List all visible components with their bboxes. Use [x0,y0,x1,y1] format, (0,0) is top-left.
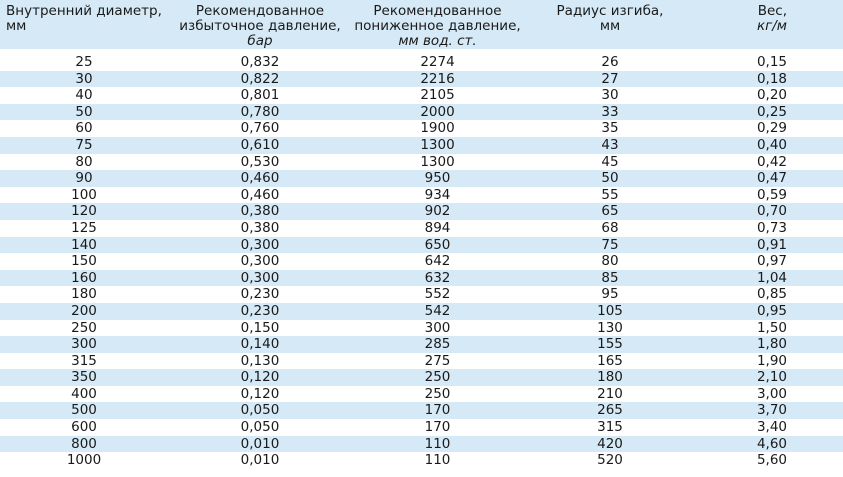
overpressure-cell: 0,380 [170,220,350,237]
inner-diameter-cell: 160 [0,270,170,287]
inner-diameter-cell: 40 [0,87,170,104]
inner-diameter-cell: 150 [0,253,170,270]
underpressure-cell: 1300 [350,137,525,154]
bend-radius-cell: 33 [525,104,695,121]
weight-cell: 0,47 [695,170,843,187]
bend-radius-cell: 315 [525,419,695,436]
weight-cell: 0,70 [695,203,843,220]
weight-cell: 0,42 [695,154,843,171]
overpressure-cell: 0,460 [170,187,350,204]
weight-cell: 0,97 [695,253,843,270]
inner-diameter-cell: 180 [0,286,170,303]
inner-diameter-cell: 25 [0,54,170,71]
header-inner-diameter-line1: Внутренний диаметр, [6,3,162,19]
underpressure-cell: 250 [350,369,525,386]
table-row [0,137,843,154]
header-underpressure-line1: Рекомендованное [373,3,502,19]
weight-cell: 0,18 [695,71,843,88]
weight-cell: 0,59 [695,187,843,204]
overpressure-cell: 0,760 [170,120,350,137]
bend-radius-cell: 80 [525,253,695,270]
weight-cell: 0,91 [695,237,843,254]
bend-radius-cell: 43 [525,137,695,154]
weight-cell: 0,25 [695,104,843,121]
header-overpressure-unit: бар [247,33,273,49]
overpressure-cell: 0,380 [170,203,350,220]
table-row [0,54,843,71]
overpressure-cell: 0,610 [170,137,350,154]
bend-radius-cell: 85 [525,270,695,287]
table-row [0,170,843,187]
weight-cell: 0,40 [695,137,843,154]
header-bend-radius [525,0,695,49]
inner-diameter-cell: 250 [0,320,170,337]
bend-radius-cell: 35 [525,120,695,137]
overpressure-cell: 0,010 [170,452,350,469]
inner-diameter-cell: 100 [0,187,170,204]
weight-cell: 1,90 [695,353,843,370]
bend-radius-cell: 130 [525,320,695,337]
bend-radius-cell: 105 [525,303,695,320]
weight-cell: 0,73 [695,220,843,237]
table-row [0,320,843,337]
underpressure-cell: 632 [350,270,525,287]
bend-radius-cell: 420 [525,436,695,453]
weight-cell: 5,60 [695,452,843,469]
inner-diameter-cell: 400 [0,386,170,403]
overpressure-cell: 0,300 [170,237,350,254]
underpressure-cell: 110 [350,452,525,469]
table-body [0,54,843,469]
weight-cell: 0,85 [695,286,843,303]
bend-radius-cell: 30 [525,87,695,104]
underpressure-cell: 110 [350,436,525,453]
underpressure-cell: 642 [350,253,525,270]
underpressure-cell: 2000 [350,104,525,121]
bend-radius-cell: 68 [525,220,695,237]
underpressure-cell: 1900 [350,120,525,137]
header-overpressure-line2: избыточное давление, [179,18,341,34]
bend-radius-cell: 180 [525,369,695,386]
bend-radius-cell: 75 [525,237,695,254]
weight-cell: 0,15 [695,54,843,71]
overpressure-cell: 0,150 [170,320,350,337]
overpressure-cell: 0,300 [170,270,350,287]
table-row [0,187,843,204]
underpressure-cell: 285 [350,336,525,353]
bend-radius-cell: 50 [525,170,695,187]
overpressure-cell: 0,120 [170,386,350,403]
weight-cell: 0,20 [695,87,843,104]
inner-diameter-cell: 125 [0,220,170,237]
table-row [0,452,843,469]
underpressure-cell: 2274 [350,54,525,71]
overpressure-cell: 0,050 [170,419,350,436]
inner-diameter-cell: 50 [0,104,170,121]
underpressure-cell: 950 [350,170,525,187]
overpressure-cell: 0,230 [170,303,350,320]
overpressure-cell: 0,120 [170,369,350,386]
underpressure-cell: 934 [350,187,525,204]
table-row [0,270,843,287]
bend-radius-cell: 155 [525,336,695,353]
inner-diameter-cell: 30 [0,71,170,88]
table-row [0,220,843,237]
inner-diameter-cell: 200 [0,303,170,320]
header-weight [695,0,843,49]
header-weight-unit: кг/м [757,18,787,34]
overpressure-cell: 0,801 [170,87,350,104]
bend-radius-cell: 95 [525,286,695,303]
underpressure-cell: 170 [350,402,525,419]
bend-radius-cell: 26 [525,54,695,71]
underpressure-cell: 275 [350,353,525,370]
inner-diameter-cell: 90 [0,170,170,187]
table-row [0,386,843,403]
weight-cell: 3,70 [695,402,843,419]
underpressure-cell: 170 [350,419,525,436]
table-header [0,0,843,54]
table-row [0,336,843,353]
overpressure-cell: 0,822 [170,71,350,88]
bend-radius-cell: 45 [525,154,695,171]
weight-cell: 0,95 [695,303,843,320]
bend-radius-cell: 210 [525,386,695,403]
underpressure-cell: 300 [350,320,525,337]
overpressure-cell: 0,130 [170,353,350,370]
header-inner-diameter [0,0,170,49]
weight-cell: 4,60 [695,436,843,453]
header-bend-radius-line1: Радиус изгиба, [556,3,664,19]
inner-diameter-cell: 140 [0,237,170,254]
underpressure-cell: 250 [350,386,525,403]
table-row [0,237,843,254]
table-row [0,104,843,121]
weight-cell: 3,40 [695,419,843,436]
bend-radius-cell: 165 [525,353,695,370]
header-overpressure-line1: Рекомендованное [195,3,325,19]
header-row [0,0,843,49]
inner-diameter-cell: 300 [0,336,170,353]
overpressure-cell: 0,780 [170,104,350,121]
bend-radius-cell: 265 [525,402,695,419]
header-overpressure [170,0,350,49]
underpressure-cell: 2105 [350,87,525,104]
underpressure-cell: 552 [350,286,525,303]
inner-diameter-cell: 500 [0,402,170,419]
underpressure-cell: 902 [350,203,525,220]
table-row [0,436,843,453]
underpressure-cell: 894 [350,220,525,237]
table-row [0,253,843,270]
overpressure-cell: 0,010 [170,436,350,453]
overpressure-cell: 0,050 [170,402,350,419]
weight-cell: 2,10 [695,369,843,386]
table-row [0,87,843,104]
overpressure-cell: 0,230 [170,286,350,303]
header-weight-line1: Вес, [757,3,787,19]
table-row [0,369,843,386]
header-inner-diameter-line2: мм [6,18,27,34]
overpressure-cell: 0,460 [170,170,350,187]
weight-cell: 1,80 [695,336,843,353]
underpressure-cell: 2216 [350,71,525,88]
table-row [0,203,843,220]
bend-radius-cell: 55 [525,187,695,204]
bend-radius-cell: 27 [525,71,695,88]
table-row [0,419,843,436]
inner-diameter-cell: 350 [0,369,170,386]
weight-cell: 1,04 [695,270,843,287]
table-row [0,154,843,171]
header-underpressure [350,0,525,49]
underpressure-cell: 542 [350,303,525,320]
table-row [0,353,843,370]
bend-radius-cell: 520 [525,452,695,469]
table-row [0,402,843,419]
inner-diameter-cell: 600 [0,419,170,436]
inner-diameter-cell: 75 [0,137,170,154]
table-row [0,71,843,88]
underpressure-cell: 650 [350,237,525,254]
overpressure-cell: 0,832 [170,54,350,71]
overpressure-cell: 0,530 [170,154,350,171]
table-row [0,303,843,320]
overpressure-cell: 0,140 [170,336,350,353]
overpressure-cell: 0,300 [170,253,350,270]
weight-cell: 1,50 [695,320,843,337]
inner-diameter-cell: 120 [0,203,170,220]
inner-diameter-cell: 80 [0,154,170,171]
inner-diameter-cell: 60 [0,120,170,137]
weight-cell: 3,00 [695,386,843,403]
header-bend-radius-line2: мм [599,18,621,34]
inner-diameter-cell: 1000 [0,452,170,469]
inner-diameter-cell: 800 [0,436,170,453]
underpressure-cell: 1300 [350,154,525,171]
inner-diameter-cell: 315 [0,353,170,370]
header-underpressure-unit: мм вод. ст. [398,33,477,49]
table-row [0,120,843,137]
weight-cell: 0,29 [695,120,843,137]
header-underpressure-line2: пониженное давление, [354,18,521,34]
table-row [0,286,843,303]
bend-radius-cell: 65 [525,203,695,220]
